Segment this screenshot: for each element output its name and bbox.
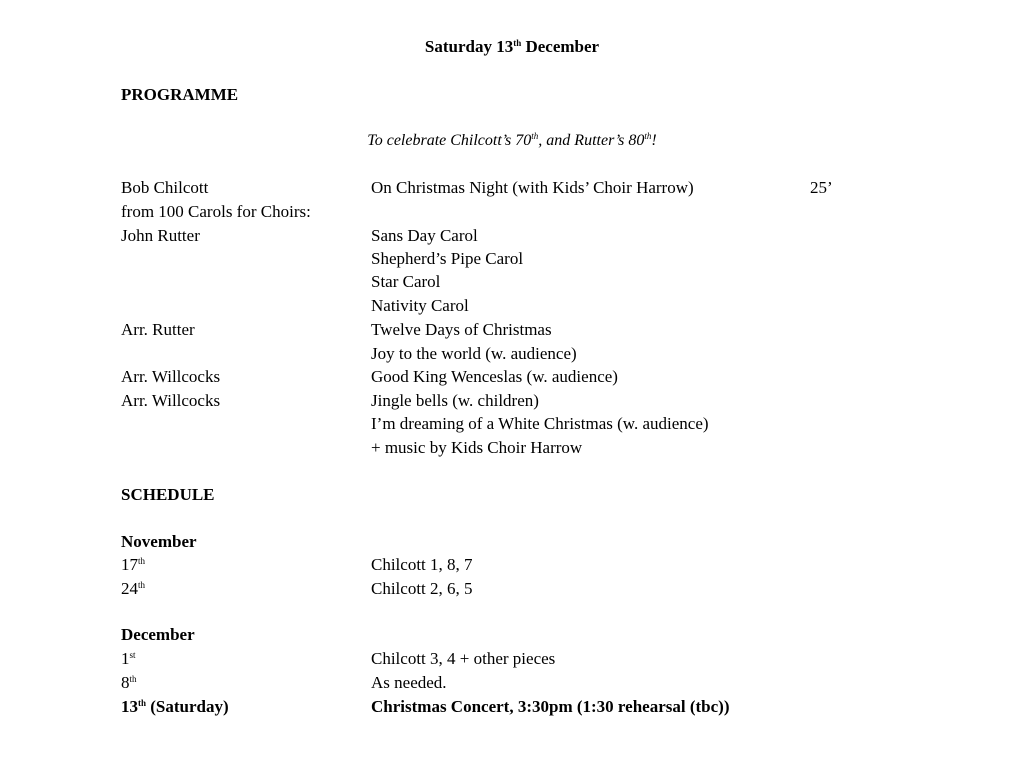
programme-piece: On Christmas Night (with Kids’ Choir Harrow) [371,178,694,197]
schedule-activity: As needed. [371,673,447,692]
programme-piece: Sans Day Carol [371,226,478,245]
programme-intro: To celebrate Chilcott’s 70th, and Rutter’s 80th! [367,131,657,149]
programme-piece: Star Carol [371,272,441,291]
programme-composer: John Rutter [121,226,200,245]
programme-piece: Joy to the world (w. audience) [371,344,577,363]
programme-piece: Jingle bells (w. children) [371,391,539,410]
schedule-activity: Christmas Concert, 3:30pm (1:30 rehearsal (tbc)) [371,697,730,716]
schedule-activity: Chilcott 3, 4 + other pieces [371,649,556,668]
schedule-date: 13th (Saturday) [121,697,229,716]
programme-piece: Twelve Days of Christmas [371,320,552,339]
schedule-activity: Chilcott 1, 8, 7 [371,555,473,574]
programme-piece: Shepherd’s Pipe Carol [371,249,524,268]
programme-piece: + music by Kids Choir Harrow [371,438,583,457]
programme-composer: Arr. Rutter [121,320,195,339]
programme-composer: Arr. Willcocks [121,391,221,410]
schedule-activity: Chilcott 2, 6, 5 [371,579,473,598]
programme-heading: PROGRAMME [121,85,239,104]
schedule-date: 24th [121,579,146,598]
schedule-heading: SCHEDULE [121,485,215,504]
schedule-date: 1st [121,649,136,668]
programme-piece: Nativity Carol [371,296,469,315]
programme-piece: Good King Wenceslas (w. audience) [371,367,618,386]
programme-piece: I’m dreaming of a White Christmas (w. audience) [371,414,709,433]
programme-composer: Arr. Willcocks [121,367,221,386]
schedule-date: 8th [121,673,137,692]
programme-duration: 25’ [810,178,833,197]
schedule-month: December [121,625,195,644]
schedule-month: November [121,532,197,551]
schedule-date: 17th [121,555,146,574]
programme-composer: Bob Chilcott [121,178,209,197]
page-title: Saturday 13th December [424,37,600,56]
programme-composer: from 100 Carols for Choirs: [121,202,311,221]
